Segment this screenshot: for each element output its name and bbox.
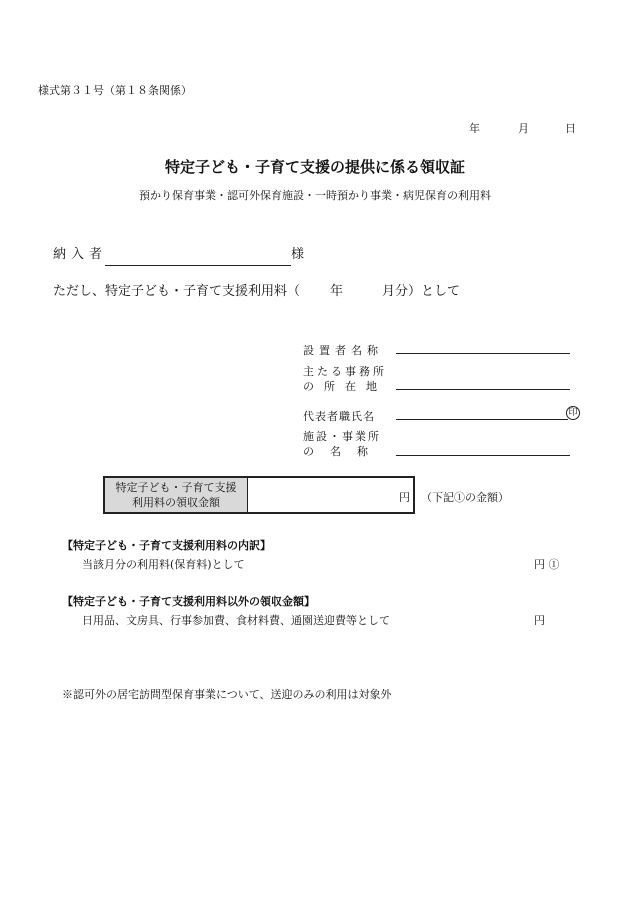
breakdown-item: 当該月分の利用料(保育料)として — [82, 558, 245, 571]
footnote: ※認可外の居宅訪問型保育事業について、送迎のみの利用は対象外 — [62, 688, 392, 701]
date-year-label: 年 — [469, 122, 480, 135]
office-label-2: の所在地 — [303, 380, 387, 393]
purpose-prefix: ただし、特定子ども・子育て支援利用料（ — [53, 284, 301, 299]
payer-suffix: 様 — [291, 247, 305, 262]
office-label-1: 主たる事務所 — [303, 365, 387, 378]
date-day-label: 日 — [565, 122, 576, 135]
form-number: 様式第３１号（第１８条関係） — [38, 84, 192, 97]
representative-line[interactable] — [396, 419, 568, 420]
facility-name-line[interactable] — [396, 455, 570, 456]
page-subtitle: 預かり保育事業・認可外保育施設・一時預かり事業・病児保育の利用料 — [139, 189, 491, 202]
date-month-label: 月 — [518, 122, 529, 135]
facility-label-1: 施設・事業所 — [303, 430, 381, 443]
provider-name-line[interactable] — [396, 353, 570, 354]
breakdown-heading: 【特定子ども・子育て支援利用料の内訳】 — [62, 539, 271, 552]
receipt-amount-field[interactable] — [250, 478, 390, 512]
receipt-amount-unit: 円 — [399, 491, 410, 504]
facility-label-2: の名称 — [303, 445, 384, 458]
purpose-suffix: 月分）として — [382, 284, 461, 299]
receipt-amount-label: 特定子ども・子育て支援 利用料の領収金額 — [105, 478, 248, 512]
office-address-line[interactable] — [396, 389, 570, 390]
other-heading: 【特定子ども・子育て支援利用料以外の領収金額】 — [62, 595, 315, 608]
receipt-amount-note: （下記①の金額） — [421, 491, 509, 504]
payer-label: 納入者 — [53, 247, 108, 262]
breakdown-unit: 円 ① — [534, 558, 560, 571]
other-item: 日用品、文房具、行事参加費、食材料費、通園送迎費等として — [82, 614, 390, 627]
payer-name-line[interactable] — [105, 265, 291, 266]
provider-name-label: 設置者名称 — [303, 344, 383, 357]
purpose-year-label: 年 — [330, 284, 344, 299]
page-title: 特定子ども・子育て支援の提供に係る領収証 — [164, 158, 465, 176]
seal-stamp-icon: 印 — [566, 406, 580, 420]
receipt-amount-box — [103, 476, 415, 514]
other-unit: 円 — [534, 614, 545, 627]
representative-label: 代表者職氏名 — [303, 410, 375, 423]
